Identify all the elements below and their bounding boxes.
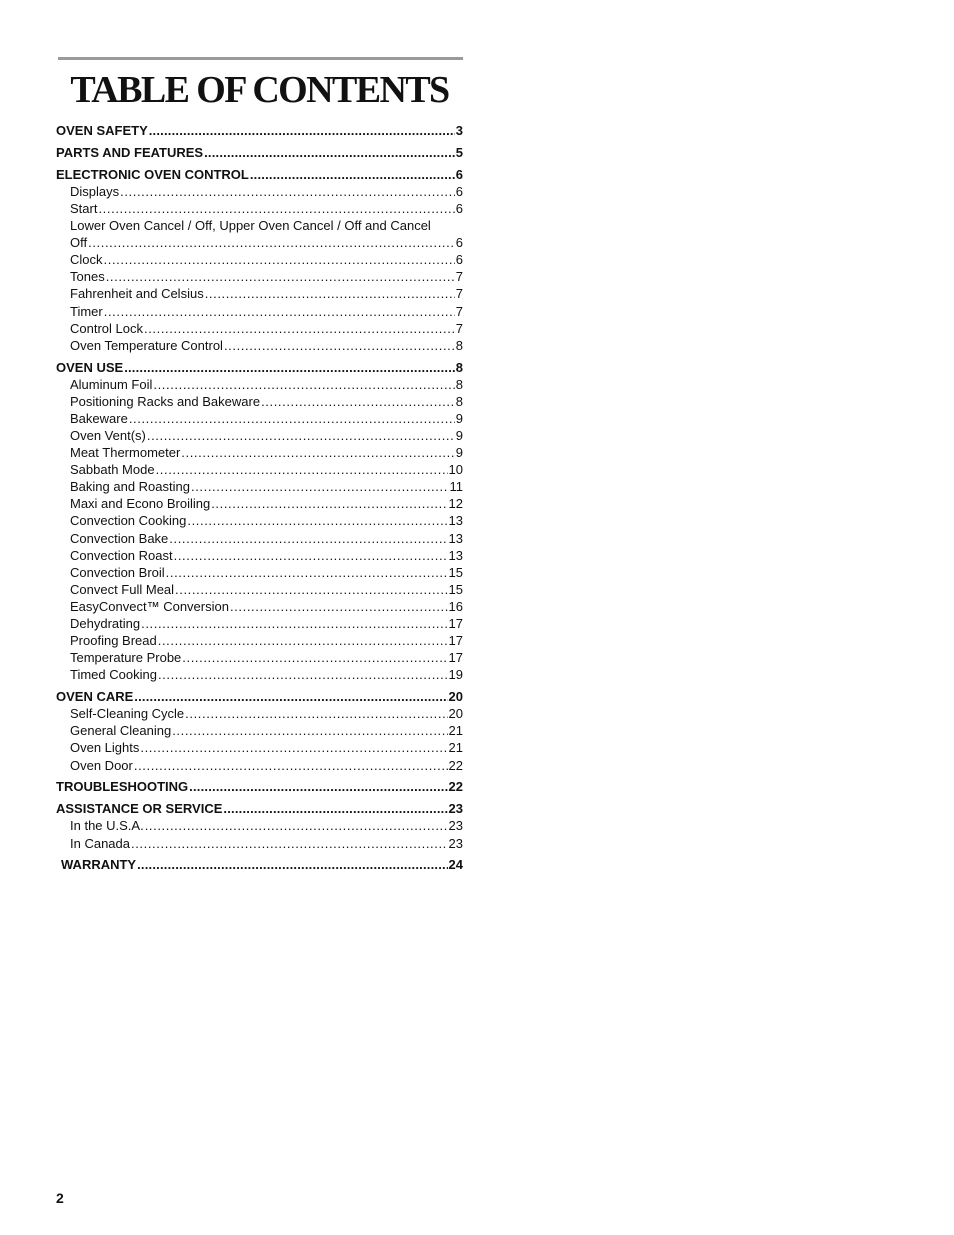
toc-page-number: 23 xyxy=(448,801,463,817)
toc-label: Oven Temperature Control xyxy=(70,337,223,353)
toc-page-number: 20 xyxy=(448,689,463,705)
toc-leader xyxy=(166,564,448,581)
toc-page-number: 7 xyxy=(455,269,463,285)
toc-leader xyxy=(129,410,455,427)
toc-page-number: 20 xyxy=(448,706,463,722)
toc-label: Convection Broil xyxy=(70,564,165,580)
toc-label: WARRANTY xyxy=(61,857,137,873)
toc-page-number: 5 xyxy=(455,144,463,160)
toc-label: Convection Cooking xyxy=(70,513,187,529)
toc-leader xyxy=(149,122,455,139)
toc-leader xyxy=(134,688,447,705)
toc-subentry[interactable] xyxy=(56,530,463,547)
toc-page-number: 19 xyxy=(448,667,463,683)
toc-subentry[interactable] xyxy=(56,598,463,615)
toc-leader xyxy=(124,359,455,376)
toc-section[interactable] xyxy=(56,166,463,183)
toc-label: Tones xyxy=(70,269,105,285)
toc-leader xyxy=(172,722,447,739)
toc-section[interactable] xyxy=(56,688,463,705)
toc-subentry[interactable] xyxy=(56,461,463,478)
toc-label: Start xyxy=(70,200,98,216)
toc-leader xyxy=(185,705,447,722)
toc-page-number: 15 xyxy=(448,581,463,597)
toc-subentry[interactable] xyxy=(56,495,463,512)
toc-label: Meat Thermometer xyxy=(70,445,181,461)
toc-leader xyxy=(182,649,447,666)
toc-subentry[interactable] xyxy=(56,427,463,444)
toc-leader xyxy=(211,495,447,512)
toc-label: ELECTRONIC OVEN CONTROL xyxy=(56,166,249,182)
toc-subentry[interactable] xyxy=(56,757,463,774)
toc-subentry[interactable] xyxy=(56,512,463,529)
toc-subentry[interactable] xyxy=(56,581,463,598)
toc-label: Timer xyxy=(70,303,103,319)
toc-leader xyxy=(141,615,447,632)
toc-page-number: 22 xyxy=(448,779,463,795)
toc-page-number: 9 xyxy=(455,427,463,443)
toc-leader xyxy=(189,778,447,795)
toc-page-number: 6 xyxy=(455,235,463,251)
toc-label: Maxi and Econo Broiling xyxy=(70,496,211,512)
toc-label: ASSISTANCE OR SERVICE xyxy=(56,801,223,817)
toc-leader xyxy=(140,739,447,756)
toc-page-number: 6 xyxy=(455,183,463,199)
toc-leader xyxy=(158,632,448,649)
toc-page-number: 6 xyxy=(455,200,463,216)
toc-leader xyxy=(134,757,448,774)
toc-subentry[interactable] xyxy=(56,285,463,302)
toc-page-number: 6 xyxy=(455,252,463,268)
toc-leader xyxy=(137,856,447,873)
toc-leader xyxy=(205,285,455,302)
toc-subentry[interactable] xyxy=(56,632,463,649)
toc-subentry[interactable] xyxy=(56,410,463,427)
toc-label: Positioning Racks and Bakeware xyxy=(70,393,261,409)
toc-label: OVEN SAFETY xyxy=(56,123,148,138)
toc-leader xyxy=(204,144,455,161)
toc-page-number: 23 xyxy=(448,818,463,834)
toc-label: In Canada xyxy=(70,835,130,851)
toc-subentry[interactable] xyxy=(56,478,463,495)
toc-label: Convection Bake xyxy=(70,530,169,546)
toc-label: Convection Roast xyxy=(70,547,173,563)
toc-page-number: 10 xyxy=(448,462,463,478)
toc-label: Proofing Bread xyxy=(70,633,157,649)
toc-leader xyxy=(106,268,455,285)
toc-subentry[interactable] xyxy=(56,835,463,852)
toc-leader xyxy=(223,800,447,817)
toc-subentry[interactable] xyxy=(56,649,463,666)
toc-label: Baking and Roasting xyxy=(70,479,190,495)
toc-subentry[interactable] xyxy=(56,705,463,722)
toc-leader xyxy=(224,337,455,354)
toc-label-line1[interactable]: Lower Oven Cancel / Off, Upper Oven Cancel / Off and Cancel xyxy=(70,218,431,234)
toc-leader xyxy=(153,376,454,393)
toc-leader xyxy=(147,427,455,444)
toc-page-number: 12 xyxy=(448,496,463,512)
toc-subentry[interactable] xyxy=(56,722,463,739)
toc-page-number: 13 xyxy=(448,530,463,546)
toc-leader xyxy=(187,512,447,529)
toc-subentry[interactable] xyxy=(56,739,463,756)
toc-leader xyxy=(158,666,448,683)
toc-subentry[interactable] xyxy=(56,200,463,217)
toc-section[interactable] xyxy=(56,122,463,139)
toc-leader xyxy=(120,183,455,200)
toc-section[interactable] xyxy=(56,778,463,795)
toc-leader xyxy=(98,200,454,217)
toc-label: General Cleaning xyxy=(70,723,172,739)
title-rule xyxy=(58,57,463,60)
toc-label: TROUBLESHOOTING xyxy=(56,779,189,795)
toc-leader xyxy=(191,478,449,495)
toc-label: Convect Full Meal xyxy=(70,581,175,597)
toc-page-number: 21 xyxy=(448,740,463,756)
toc-subentry[interactable] xyxy=(56,547,463,564)
toc-label: Self-Cleaning Cycle xyxy=(70,706,185,722)
toc-label: Dehydrating xyxy=(70,616,141,632)
toc-page-number: 9 xyxy=(455,445,463,461)
toc-label: OVEN CARE xyxy=(56,689,134,705)
toc-subentry[interactable] xyxy=(56,444,463,461)
toc-label: In the U.S.A. xyxy=(70,818,144,834)
toc-label: Oven Vent(s) xyxy=(70,427,146,443)
toc-list xyxy=(56,122,463,874)
toc-leader xyxy=(181,444,454,461)
toc-subentry[interactable] xyxy=(56,666,463,683)
toc-label: Sabbath Mode xyxy=(70,462,155,478)
toc-section[interactable] xyxy=(56,144,463,161)
toc-leader xyxy=(175,581,447,598)
toc-leader xyxy=(261,393,455,410)
toc-subentry[interactable] xyxy=(56,615,463,632)
toc-leader xyxy=(145,817,448,834)
toc-page-number: 3 xyxy=(455,123,463,138)
toc-page-number: 8 xyxy=(455,393,463,409)
toc-subentry[interactable] xyxy=(56,268,463,285)
toc-page-number: 21 xyxy=(448,723,463,739)
toc-page-number: 7 xyxy=(455,320,463,336)
toc-leader xyxy=(230,598,448,615)
toc-leader xyxy=(174,547,448,564)
page-title: TABLE OF CONTENTS xyxy=(70,69,449,111)
toc-subentry[interactable] xyxy=(56,376,463,393)
toc-page-number: 17 xyxy=(448,616,463,632)
toc-leader xyxy=(169,530,447,547)
toc-label: Temperature Probe xyxy=(70,650,182,666)
toc-page-number: 11 xyxy=(449,479,463,495)
toc-page-number: 17 xyxy=(448,633,463,649)
toc-label: Control Lock xyxy=(70,320,143,336)
toc-label: Aluminum Foil xyxy=(70,376,153,392)
toc-label: OVEN USE xyxy=(56,359,124,375)
toc-subentry[interactable] xyxy=(56,183,463,200)
toc-leader xyxy=(104,303,455,320)
toc-page-number: 8 xyxy=(455,359,463,375)
toc-label: PARTS AND FEATURES xyxy=(56,144,204,160)
toc-label: Off xyxy=(70,235,88,251)
toc-leader xyxy=(131,835,448,852)
toc-page-number: 7 xyxy=(455,286,463,302)
toc-leader xyxy=(156,461,448,478)
toc-page-number: 13 xyxy=(448,547,463,563)
toc-label: Oven Lights xyxy=(70,740,140,756)
toc-leader xyxy=(144,320,455,337)
toc-page-number: 7 xyxy=(455,303,463,319)
toc-page-number: 24 xyxy=(448,857,463,873)
toc-subentry[interactable] xyxy=(56,251,463,268)
toc-page-number: 13 xyxy=(448,513,463,529)
toc-page-number: 9 xyxy=(455,410,463,426)
toc-subentry[interactable] xyxy=(56,303,463,320)
toc-section[interactable] xyxy=(56,856,463,873)
toc-page-number: 23 xyxy=(448,835,463,851)
toc-label: Fahrenheit and Celsius xyxy=(70,286,204,302)
toc-subentry[interactable] xyxy=(56,234,463,251)
toc-label: Displays xyxy=(70,183,120,199)
toc-section[interactable] xyxy=(56,359,463,376)
toc-page-number: 22 xyxy=(448,757,463,773)
toc-page-number: 8 xyxy=(455,337,463,353)
toc-label: Oven Door xyxy=(70,757,133,773)
toc-subentry[interactable] xyxy=(56,564,463,581)
toc-page-number: 6 xyxy=(455,166,463,182)
toc-subentry[interactable] xyxy=(56,337,463,354)
toc-page-number: 16 xyxy=(448,598,463,614)
toc-leader xyxy=(104,251,455,268)
toc-subentry[interactable] xyxy=(56,393,463,410)
toc-label: Timed Cooking xyxy=(70,667,157,683)
toc-leader xyxy=(250,166,455,183)
toc-subentry[interactable] xyxy=(56,320,463,337)
page-number: 2 xyxy=(56,1190,64,1206)
toc-page-number: 15 xyxy=(448,564,463,580)
toc-page-number: 8 xyxy=(455,376,463,392)
toc-label: Clock xyxy=(70,252,103,268)
toc-label: EasyConvect™ Conversion xyxy=(70,598,229,614)
toc-label: Bakeware xyxy=(70,410,128,426)
toc-page-number: 17 xyxy=(448,650,463,666)
toc-leader xyxy=(88,234,455,251)
toc-subentry[interactable] xyxy=(56,817,463,834)
toc-section[interactable] xyxy=(56,800,463,817)
